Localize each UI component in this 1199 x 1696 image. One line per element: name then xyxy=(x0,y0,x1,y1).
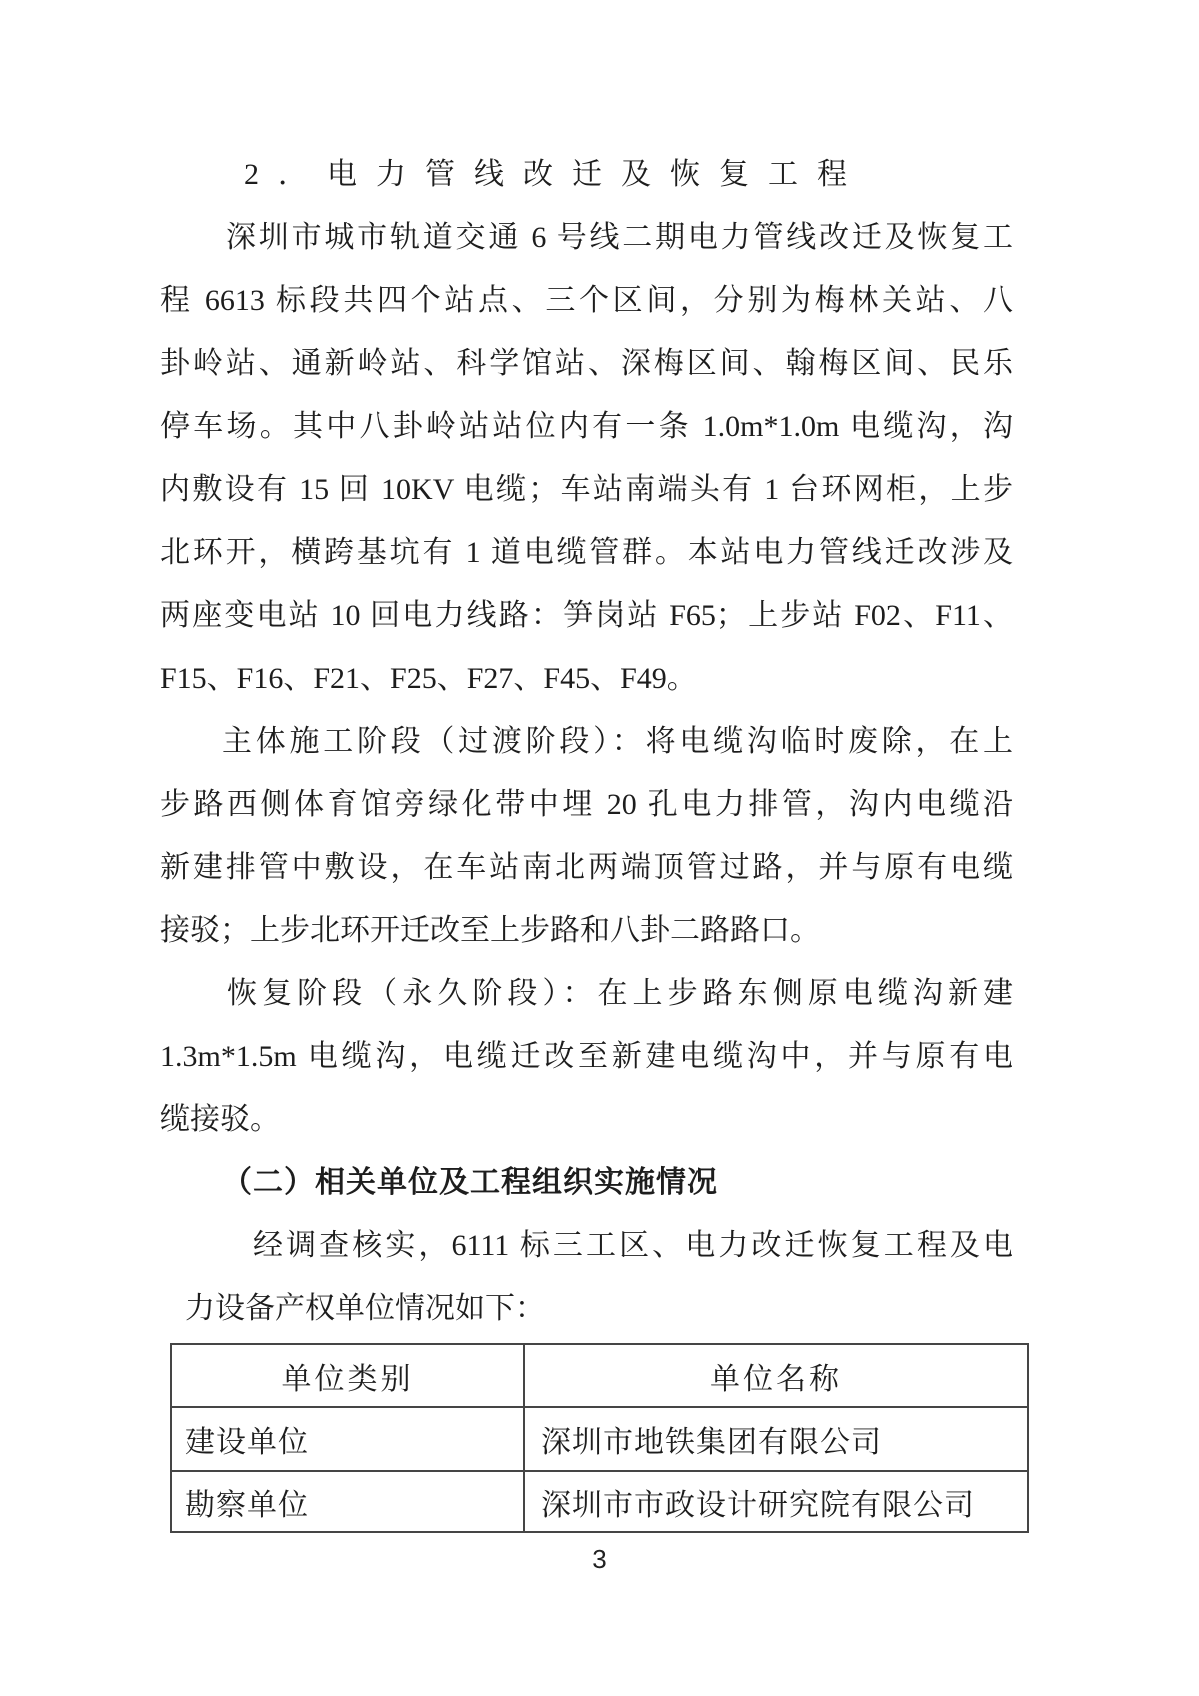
table-cell-category: 勘察单位 xyxy=(171,1471,524,1532)
text-line: 步路西侧体育馆旁绿化带中埋 20 孔电力排管，沟内电缆沿 xyxy=(160,788,1013,821)
text-line: F15、F16、F21、F25、F27、F45、F49。 xyxy=(160,662,697,695)
table-header-row xyxy=(171,1344,1028,1407)
paragraph-investigation xyxy=(185,1214,1013,1340)
text-line: 恢复阶段（永久阶段）：在上步路东侧原电缆沟新建 xyxy=(227,977,1013,1010)
table-cell-name: 深圳市市政设计研究院有限公司 xyxy=(524,1471,1028,1532)
text-line: 主体施工阶段（过渡阶段）：将电缆沟临时废除，在上 xyxy=(222,725,1013,758)
paragraph-main-construction-stage xyxy=(160,710,1013,962)
text-line: 深圳市城市轨道交通 6 号线二期电力管线改迁及恢复工 xyxy=(226,221,1013,254)
table-cell-name: 深圳市地铁集团有限公司 xyxy=(524,1407,1028,1471)
paragraph-overview xyxy=(160,206,1013,710)
units-table xyxy=(170,1343,1029,1533)
section-heading-power-line-works: 2．电力管线改迁及恢复工程 xyxy=(244,158,866,191)
paragraph-restoration-stage xyxy=(160,962,1013,1151)
text-line: 缆接驳。 xyxy=(160,1103,280,1136)
document-body xyxy=(160,143,1013,1533)
text-line: 北环开，横跨基坑有 1 道电缆管群。本站电力管线迁改涉及 xyxy=(160,536,1013,569)
text-line: 程 6613 标段共四个站点、三个区间，分别为梅林关站、八 xyxy=(160,284,1013,317)
table-row xyxy=(171,1471,1028,1532)
page-number: 3 xyxy=(592,1544,607,1574)
section-heading-related-units: （二）相关单位及工程组织实施情况 xyxy=(222,1166,718,1199)
text-line: 新建排管中敷设，在车站南北两端顶管过路，并与原有电缆 xyxy=(160,851,1013,884)
text-line: 经调查核实，6111 标三工区、电力改迁恢复工程及电 xyxy=(253,1229,1013,1262)
table-header-unit-name: 单位名称 xyxy=(524,1344,1028,1407)
text-line: 力设备产权单位情况如下： xyxy=(185,1292,545,1325)
table-cell-category: 建设单位 xyxy=(171,1407,524,1471)
text-line: 内敷设有 15 回 10KV 电缆；车站南端头有 1 台环网柜，上步 xyxy=(160,473,1013,506)
text-line: 停车场。其中八卦岭站站位内有一条 1.0m*1.0m 电缆沟，沟 xyxy=(160,410,1013,443)
text-line: 1.3m*1.5m 电缆沟，电缆迁改至新建电缆沟中，并与原有电 xyxy=(160,1040,1013,1073)
table-header-unit-category: 单位类别 xyxy=(171,1344,524,1407)
text-line: 两座变电站 10 回电力线路：笋岗站 F65；上步站 F02、F11、 xyxy=(160,599,1013,632)
text-line: 接驳；上步北环开迁改至上步路和八卦二路路口。 xyxy=(160,914,820,947)
table-row xyxy=(171,1407,1028,1471)
text-line: 卦岭站、通新岭站、科学馆站、深梅区间、翰梅区间、民乐 xyxy=(160,347,1013,380)
